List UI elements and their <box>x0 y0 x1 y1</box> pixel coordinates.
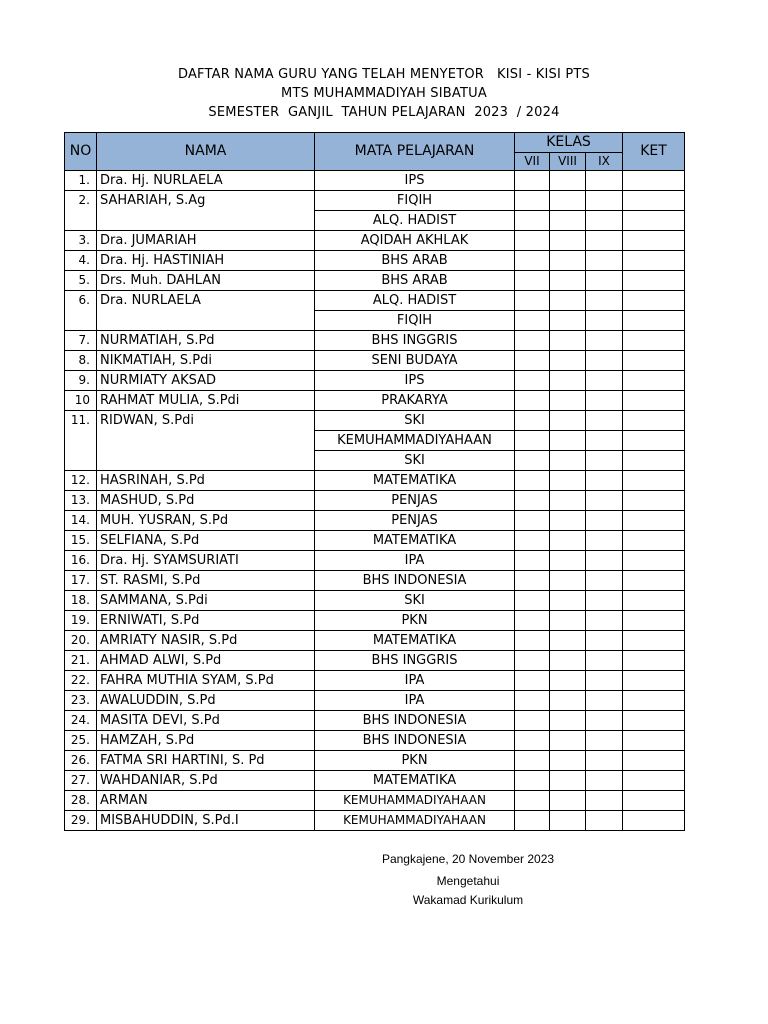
cell-ket <box>623 431 685 451</box>
cell-nama <box>97 311 315 331</box>
cell-kelas-viii <box>550 651 586 671</box>
cell-nama: ST. RASMI, S.Pd <box>97 571 315 591</box>
cell-kelas-viii <box>550 811 586 831</box>
cell-mata-pelajaran: SENI BUDAYA <box>315 351 515 371</box>
cell-kelas-viii <box>550 311 586 331</box>
table-row <box>65 751 685 771</box>
cell-kelas-viii <box>550 751 586 771</box>
cell-nama: Dra. NURLAELA <box>97 291 315 311</box>
cell-mata-pelajaran: BHS ARAB <box>315 271 515 291</box>
cell-mata-pelajaran: KEMUHAMMADIYAHAAN <box>315 791 515 811</box>
cell-kelas-viii <box>550 191 586 211</box>
cell-kelas-viii <box>550 431 586 451</box>
cell-no: 6. <box>65 291 97 311</box>
footer-place-date: Pangkajene, 20 November 2023 <box>381 852 555 866</box>
table-row <box>65 611 685 631</box>
column-header-ket: KET <box>623 133 685 171</box>
cell-nama: AWALUDDIN, S.Pd <box>97 691 315 711</box>
cell-kelas-vii <box>515 751 550 771</box>
cell-kelas-viii <box>550 271 586 291</box>
table-row <box>65 191 685 211</box>
cell-kelas-ix <box>586 451 623 471</box>
cell-kelas-viii <box>550 551 586 571</box>
cell-kelas-ix <box>586 771 623 791</box>
cell-no: 19. <box>65 611 97 631</box>
table-row <box>65 531 685 551</box>
cell-ket <box>623 271 685 291</box>
cell-kelas-vii <box>515 191 550 211</box>
cell-kelas-ix <box>586 291 623 311</box>
cell-no: 21. <box>65 651 97 671</box>
table-row <box>65 211 685 231</box>
cell-no <box>65 211 97 231</box>
cell-kelas-vii <box>515 471 550 491</box>
column-header-mata-pelajaran: MATA PELAJARAN <box>315 133 515 171</box>
cell-kelas-vii <box>515 791 550 811</box>
cell-ket <box>623 811 685 831</box>
cell-kelas-viii <box>550 251 586 271</box>
cell-no: 24. <box>65 711 97 731</box>
cell-no: 14. <box>65 511 97 531</box>
cell-mata-pelajaran: BHS INDONESIA <box>315 571 515 591</box>
cell-kelas-vii <box>515 271 550 291</box>
cell-kelas-viii <box>550 471 586 491</box>
cell-nama <box>97 451 315 471</box>
cell-nama: AHMAD ALWI, S.Pd <box>97 651 315 671</box>
cell-kelas-vii <box>515 231 550 251</box>
cell-kelas-viii <box>550 171 586 191</box>
cell-kelas-ix <box>586 371 623 391</box>
cell-ket <box>623 411 685 431</box>
footer-signatory-role: Wakamad Kurikulum <box>412 893 524 907</box>
cell-no: 20. <box>65 631 97 651</box>
cell-kelas-ix <box>586 271 623 291</box>
cell-ket <box>623 631 685 651</box>
cell-ket <box>623 731 685 751</box>
cell-ket <box>623 491 685 511</box>
cell-nama: ERNIWATI, S.Pd <box>97 611 315 631</box>
cell-kelas-ix <box>586 351 623 371</box>
cell-kelas-ix <box>586 551 623 571</box>
cell-no: 22. <box>65 671 97 691</box>
cell-no: 16. <box>65 551 97 571</box>
cell-nama: HAMZAH, S.Pd <box>97 731 315 751</box>
cell-kelas-ix <box>586 531 623 551</box>
cell-nama: MISBAHUDDIN, S.Pd.I <box>97 811 315 831</box>
footer-acknowledge: Mengetahui <box>436 874 500 888</box>
cell-kelas-ix <box>586 651 623 671</box>
cell-nama: MASITA DEVI, S.Pd <box>97 711 315 731</box>
cell-ket <box>623 451 685 471</box>
teacher-submission-table <box>64 132 685 831</box>
column-header-kelas-vii: VII <box>515 153 550 171</box>
table-row <box>65 511 685 531</box>
cell-kelas-vii <box>515 311 550 331</box>
table-row <box>65 251 685 271</box>
cell-nama: NURMATIAH, S.Pd <box>97 331 315 351</box>
cell-ket <box>623 771 685 791</box>
cell-nama: RIDWAN, S.Pdi <box>97 411 315 431</box>
cell-no: 10 <box>65 391 97 411</box>
table-row <box>65 271 685 291</box>
cell-no: 26. <box>65 751 97 771</box>
table-row <box>65 671 685 691</box>
cell-no: 1. <box>65 171 97 191</box>
table-row <box>65 451 685 471</box>
document-title-semester: SEMESTER GANJIL TAHUN PELAJARAN 2023 / 2024 <box>208 105 560 120</box>
cell-ket <box>623 611 685 631</box>
cell-ket <box>623 651 685 671</box>
cell-no: 29. <box>65 811 97 831</box>
cell-kelas-viii <box>550 591 586 611</box>
cell-ket <box>623 711 685 731</box>
cell-nama: SELFIANA, S.Pd <box>97 531 315 551</box>
table-row <box>65 791 685 811</box>
table-row <box>65 331 685 351</box>
cell-kelas-ix <box>586 811 623 831</box>
table-row <box>65 471 685 491</box>
cell-ket <box>623 311 685 331</box>
cell-nama: FAHRA MUTHIA SYAM, S.Pd <box>97 671 315 691</box>
cell-no: 23. <box>65 691 97 711</box>
cell-nama <box>97 211 315 231</box>
cell-kelas-vii <box>515 251 550 271</box>
cell-kelas-viii <box>550 631 586 651</box>
cell-ket <box>623 591 685 611</box>
cell-kelas-ix <box>586 591 623 611</box>
cell-nama: Drs. Muh. DAHLAN <box>97 271 315 291</box>
cell-ket <box>623 671 685 691</box>
cell-mata-pelajaran: BHS ARAB <box>315 251 515 271</box>
cell-ket <box>623 791 685 811</box>
cell-ket <box>623 551 685 571</box>
cell-kelas-vii <box>515 491 550 511</box>
cell-kelas-viii <box>550 731 586 751</box>
cell-ket <box>623 171 685 191</box>
cell-kelas-ix <box>586 191 623 211</box>
cell-no: 17. <box>65 571 97 591</box>
table-row <box>65 231 685 251</box>
cell-mata-pelajaran: MATEMATIKA <box>315 531 515 551</box>
cell-kelas-ix <box>586 611 623 631</box>
cell-kelas-vii <box>515 451 550 471</box>
cell-kelas-vii <box>515 691 550 711</box>
cell-kelas-ix <box>586 691 623 711</box>
cell-nama: Dra. Hj. HASTINIAH <box>97 251 315 271</box>
cell-mata-pelajaran: ALQ. HADIST <box>315 211 515 231</box>
cell-kelas-ix <box>586 671 623 691</box>
cell-mata-pelajaran: IPA <box>315 671 515 691</box>
cell-kelas-vii <box>515 391 550 411</box>
cell-ket <box>623 191 685 211</box>
cell-ket <box>623 691 685 711</box>
table-row <box>65 491 685 511</box>
cell-ket <box>623 351 685 371</box>
cell-mata-pelajaran: IPA <box>315 691 515 711</box>
cell-no: 8. <box>65 351 97 371</box>
document-title-school: MTS MUHAMMADIYAH SIBATUA <box>281 86 487 101</box>
cell-no: 27. <box>65 771 97 791</box>
cell-kelas-vii <box>515 771 550 791</box>
table-row <box>65 371 685 391</box>
table-row <box>65 391 685 411</box>
cell-ket <box>623 571 685 591</box>
column-header-no: NO <box>65 133 97 171</box>
cell-kelas-viii <box>550 331 586 351</box>
cell-kelas-vii <box>515 171 550 191</box>
cell-kelas-ix <box>586 251 623 271</box>
cell-mata-pelajaran: IPA <box>315 551 515 571</box>
column-header-kelas-ix: IX <box>586 153 623 171</box>
cell-nama: ARMAN <box>97 791 315 811</box>
cell-nama: NIKMATIAH, S.Pdi <box>97 351 315 371</box>
cell-kelas-vii <box>515 331 550 351</box>
cell-mata-pelajaran: KEMUHAMMADIYAHAAN <box>315 431 515 451</box>
cell-kelas-viii <box>550 391 586 411</box>
cell-kelas-ix <box>586 751 623 771</box>
table-row <box>65 591 685 611</box>
cell-mata-pelajaran: BHS INDONESIA <box>315 731 515 751</box>
cell-kelas-vii <box>515 371 550 391</box>
cell-kelas-ix <box>586 731 623 751</box>
cell-no: 9. <box>65 371 97 391</box>
table-row <box>65 291 685 311</box>
cell-no: 25. <box>65 731 97 751</box>
cell-no: 13. <box>65 491 97 511</box>
cell-kelas-ix <box>586 491 623 511</box>
table-body <box>65 171 685 831</box>
cell-no: 5. <box>65 271 97 291</box>
cell-mata-pelajaran: KEMUHAMMADIYAHAAN <box>315 811 515 831</box>
cell-kelas-ix <box>586 471 623 491</box>
cell-mata-pelajaran: IPS <box>315 371 515 391</box>
cell-mata-pelajaran: AQIDAH AKHLAK <box>315 231 515 251</box>
cell-nama: Dra. Hj. NURLAELA <box>97 171 315 191</box>
cell-kelas-ix <box>586 391 623 411</box>
cell-kelas-vii <box>515 671 550 691</box>
cell-kelas-viii <box>550 791 586 811</box>
cell-kelas-vii <box>515 511 550 531</box>
cell-kelas-viii <box>550 491 586 511</box>
cell-kelas-ix <box>586 791 623 811</box>
cell-mata-pelajaran: FIQIH <box>315 191 515 211</box>
cell-mata-pelajaran: FIQIH <box>315 311 515 331</box>
cell-ket <box>623 211 685 231</box>
cell-nama: MASHUD, S.Pd <box>97 491 315 511</box>
cell-kelas-vii <box>515 811 550 831</box>
cell-no <box>65 431 97 451</box>
cell-nama: RAHMAT MULIA, S.Pdi <box>97 391 315 411</box>
cell-kelas-ix <box>586 411 623 431</box>
table-row <box>65 411 685 431</box>
cell-kelas-vii <box>515 611 550 631</box>
table-row <box>65 551 685 571</box>
cell-mata-pelajaran: ALQ. HADIST <box>315 291 515 311</box>
cell-kelas-ix <box>586 571 623 591</box>
table-row <box>65 571 685 591</box>
cell-nama: NURMIATY AKSAD <box>97 371 315 391</box>
table-row <box>65 731 685 751</box>
cell-kelas-ix <box>586 331 623 351</box>
cell-mata-pelajaran: SKI <box>315 451 515 471</box>
cell-nama <box>97 431 315 451</box>
cell-no: 4. <box>65 251 97 271</box>
cell-ket <box>623 371 685 391</box>
cell-no: 15. <box>65 531 97 551</box>
cell-kelas-viii <box>550 531 586 551</box>
cell-kelas-vii <box>515 531 550 551</box>
cell-ket <box>623 471 685 491</box>
cell-kelas-vii <box>515 211 550 231</box>
cell-kelas-viii <box>550 571 586 591</box>
cell-kelas-viii <box>550 771 586 791</box>
cell-kelas-ix <box>586 211 623 231</box>
column-header-kelas-viii: VIII <box>550 153 586 171</box>
column-header-nama: NAMA <box>97 133 315 171</box>
cell-kelas-vii <box>515 351 550 371</box>
cell-kelas-viii <box>550 371 586 391</box>
cell-no <box>65 311 97 331</box>
cell-kelas-vii <box>515 431 550 451</box>
cell-mata-pelajaran: PKN <box>315 611 515 631</box>
cell-kelas-viii <box>550 351 586 371</box>
cell-kelas-viii <box>550 691 586 711</box>
cell-nama: AMRIATY NASIR, S.Pd <box>97 631 315 651</box>
cell-kelas-viii <box>550 411 586 431</box>
cell-ket <box>623 231 685 251</box>
column-header-kelas: KELAS <box>515 133 623 153</box>
cell-ket <box>623 391 685 411</box>
cell-mata-pelajaran: BHS INGGRIS <box>315 651 515 671</box>
cell-nama: Dra. Hj. SYAMSURIATI <box>97 551 315 571</box>
cell-no: 12. <box>65 471 97 491</box>
cell-mata-pelajaran: MATEMATIKA <box>315 471 515 491</box>
cell-kelas-vii <box>515 571 550 591</box>
cell-kelas-viii <box>550 511 586 531</box>
cell-kelas-ix <box>586 511 623 531</box>
cell-kelas-vii <box>515 631 550 651</box>
cell-kelas-vii <box>515 551 550 571</box>
cell-mata-pelajaran: BHS INGGRIS <box>315 331 515 351</box>
table-row <box>65 431 685 451</box>
cell-kelas-ix <box>586 631 623 651</box>
cell-nama: Dra. JUMARIAH <box>97 231 315 251</box>
cell-ket <box>623 531 685 551</box>
cell-mata-pelajaran: PKN <box>315 751 515 771</box>
table-row <box>65 311 685 331</box>
cell-no: 18. <box>65 591 97 611</box>
cell-kelas-ix <box>586 231 623 251</box>
cell-kelas-viii <box>550 711 586 731</box>
cell-kelas-vii <box>515 711 550 731</box>
cell-kelas-viii <box>550 291 586 311</box>
cell-kelas-viii <box>550 451 586 471</box>
cell-no: 3. <box>65 231 97 251</box>
cell-kelas-viii <box>550 611 586 631</box>
cell-kelas-ix <box>586 711 623 731</box>
cell-kelas-vii <box>515 651 550 671</box>
cell-kelas-viii <box>550 211 586 231</box>
cell-kelas-vii <box>515 411 550 431</box>
table-row <box>65 811 685 831</box>
cell-mata-pelajaran: MATEMATIKA <box>315 631 515 651</box>
table-row <box>65 771 685 791</box>
cell-nama: FATMA SRI HARTINI, S. Pd <box>97 751 315 771</box>
table-row <box>65 691 685 711</box>
cell-ket <box>623 331 685 351</box>
cell-nama: WAHDANIAR, S.Pd <box>97 771 315 791</box>
cell-mata-pelajaran: BHS INDONESIA <box>315 711 515 731</box>
cell-kelas-ix <box>586 171 623 191</box>
cell-kelas-viii <box>550 231 586 251</box>
cell-no: 7. <box>65 331 97 351</box>
cell-kelas-vii <box>515 291 550 311</box>
cell-kelas-viii <box>550 671 586 691</box>
cell-nama: SAMMANA, S.Pdi <box>97 591 315 611</box>
cell-mata-pelajaran: PRAKARYA <box>315 391 515 411</box>
table-row <box>65 171 685 191</box>
cell-ket <box>623 251 685 271</box>
cell-no: 2. <box>65 191 97 211</box>
cell-kelas-vii <box>515 591 550 611</box>
cell-nama: SAHARIAH, S.Ag <box>97 191 315 211</box>
cell-no: 11. <box>65 411 97 431</box>
cell-mata-pelajaran: SKI <box>315 411 515 431</box>
table-row <box>65 711 685 731</box>
cell-kelas-ix <box>586 311 623 331</box>
cell-kelas-ix <box>586 431 623 451</box>
table-row <box>65 651 685 671</box>
table-row <box>65 631 685 651</box>
cell-no: 28. <box>65 791 97 811</box>
cell-mata-pelajaran: PENJAS <box>315 511 515 531</box>
cell-nama: MUH. YUSRAN, S.Pd <box>97 511 315 531</box>
cell-mata-pelajaran: PENJAS <box>315 491 515 511</box>
cell-mata-pelajaran: MATEMATIKA <box>315 771 515 791</box>
cell-ket <box>623 751 685 771</box>
cell-mata-pelajaran: SKI <box>315 591 515 611</box>
cell-kelas-vii <box>515 731 550 751</box>
table-row <box>65 351 685 371</box>
document-title-line-1: DAFTAR NAMA GURU YANG TELAH MENYETOR KISI - KISI PTS <box>177 67 591 82</box>
cell-ket <box>623 511 685 531</box>
cell-nama: HASRINAH, S.Pd <box>97 471 315 491</box>
cell-ket <box>623 291 685 311</box>
cell-mata-pelajaran: IPS <box>315 171 515 191</box>
cell-no <box>65 451 97 471</box>
